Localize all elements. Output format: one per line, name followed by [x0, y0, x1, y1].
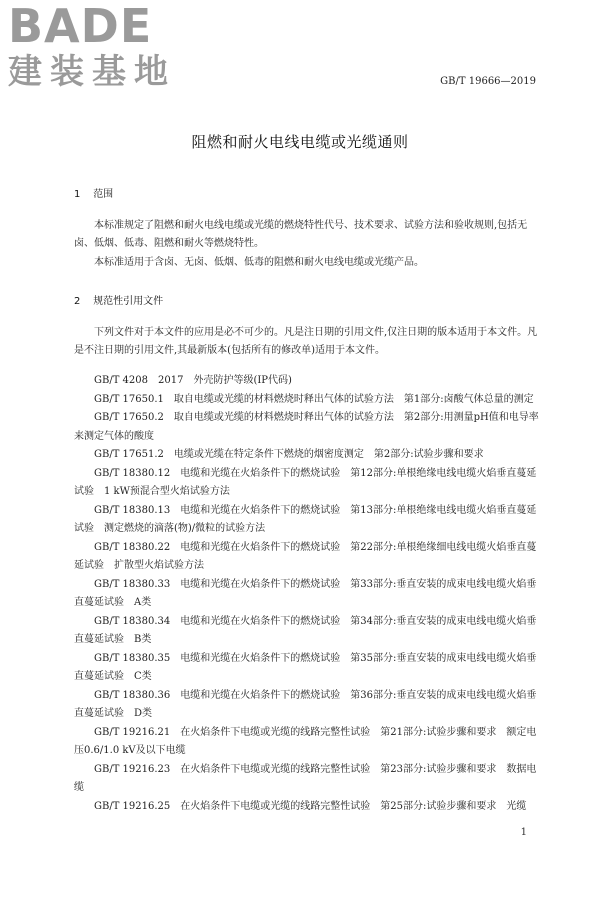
section-1-paragraph-1: 本标准规定了阻燃和耐火电线电缆或光缆的燃烧特性代号、技术要求、试验方法和验收规则,包括无卤、低烟、低毒、阻燃和耐火等燃烧特性。	[74, 220, 528, 249]
section-1-heading	[74, 185, 113, 200]
normative-references-list	[74, 372, 540, 816]
document-title: 阻燃和耐火电线电缆或光缆通则	[191, 133, 409, 151]
reference-item: GB/T 19216.21 在火焰条件下电缆或光缆的线路完整性试验 第21部分:试验步骤和要求 额定电压0.6/1.0 kV及以下电缆	[74, 726, 537, 756]
logo-wordmark: BADE	[8, 0, 153, 53]
section-2-paragraph-1: 下列文件对于本文件的应用是必不可少的。凡是注日期的引用文件,仅注日期的版本适用于本文件。凡是不注日期的引用文件,其最新版本(包括所有的修改单)适用于本文件。	[74, 327, 538, 356]
reference-item: GB/T 18380.13 电缆和光缆在火焰条件下的燃烧试验 第13部分:单根绝缘电线电缆火焰垂直蔓延试验 测定燃烧的滴落(物)/微粒的试验方法	[74, 504, 537, 534]
reference-item: GB/T 18380.12 电缆和光缆在火焰条件下的燃烧试验 第12部分:单根绝缘电线电缆火焰垂直蔓延试验 1 kW预混合型火焰试验方法	[74, 467, 537, 497]
reference-item: GB/T 17650.1 取自电缆或光缆的材料燃烧时释出气体的试验方法 第1部分:卤酸气体总量的测定	[94, 393, 534, 405]
reference-item: GB/T 17651.2 电缆或光缆在特定条件下燃烧的烟密度测定 第2部分:试验步骤和要求	[94, 449, 484, 460]
reference-item: GB/T 18380.34 电缆和光缆在火焰条件下的燃烧试验 第34部分:垂直安装的成束电线电缆火焰垂直蔓延试验 B类	[74, 615, 537, 645]
reference-item: GB/T 19216.25 在火焰条件下电缆或光缆的线路完整性试验 第25部分:试验步骤和要求 光缆	[94, 800, 527, 812]
section-number: 1	[74, 189, 81, 200]
brand-logo	[8, 2, 178, 94]
section-1-paragraph-2: 本标准适用于含卤、无卤、低烟、低毒的阻燃和耐火电线电缆或光缆产品。	[94, 257, 424, 268]
section-title: 范围	[93, 189, 114, 200]
standard-code: GB/T 19666—2019	[440, 76, 536, 87]
page-number: 1	[520, 827, 527, 838]
section-number: 2	[74, 296, 81, 307]
reference-item: GB/T 18380.33 电缆和光缆在火焰条件下的燃烧试验 第33部分:垂直安装的成束电线电缆火焰垂直蔓延试验 A类	[74, 578, 537, 608]
reference-item: GB/T 19216.23 在火焰条件下电缆或光缆的线路完整性试验 第23部分:试验步骤和要求 数据电缆	[74, 763, 537, 793]
section-2-heading	[74, 292, 163, 307]
logo-chinese-text: 建装基地	[8, 52, 176, 92]
section-title: 规范性引用文件	[93, 296, 164, 307]
reference-item: GB/T 17650.2 取自电缆或光缆的材料燃烧时释出气体的试验方法 第2部分:用测量pH值和电导率来测定气体的酸度	[74, 412, 539, 442]
reference-item: GB/T 18380.36 电缆和光缆在火焰条件下的燃烧试验 第36部分:垂直安装的成束电线电缆火焰垂直蔓延试验 D类	[74, 689, 537, 719]
reference-item: GB/T 18380.35 电缆和光缆在火焰条件下的燃烧试验 第35部分:垂直安装的成束电线电缆火焰垂直蔓延试验 C类	[74, 652, 537, 682]
reference-item: GB/T 4208 2017 外壳防护等级(IP代码)	[94, 375, 292, 386]
reference-item: GB/T 18380.22 电缆和光缆在火焰条件下的燃烧试验 第22部分:单根绝缘细电线电缆火焰垂直蔓延试验 扩散型火焰试验方法	[74, 541, 537, 571]
